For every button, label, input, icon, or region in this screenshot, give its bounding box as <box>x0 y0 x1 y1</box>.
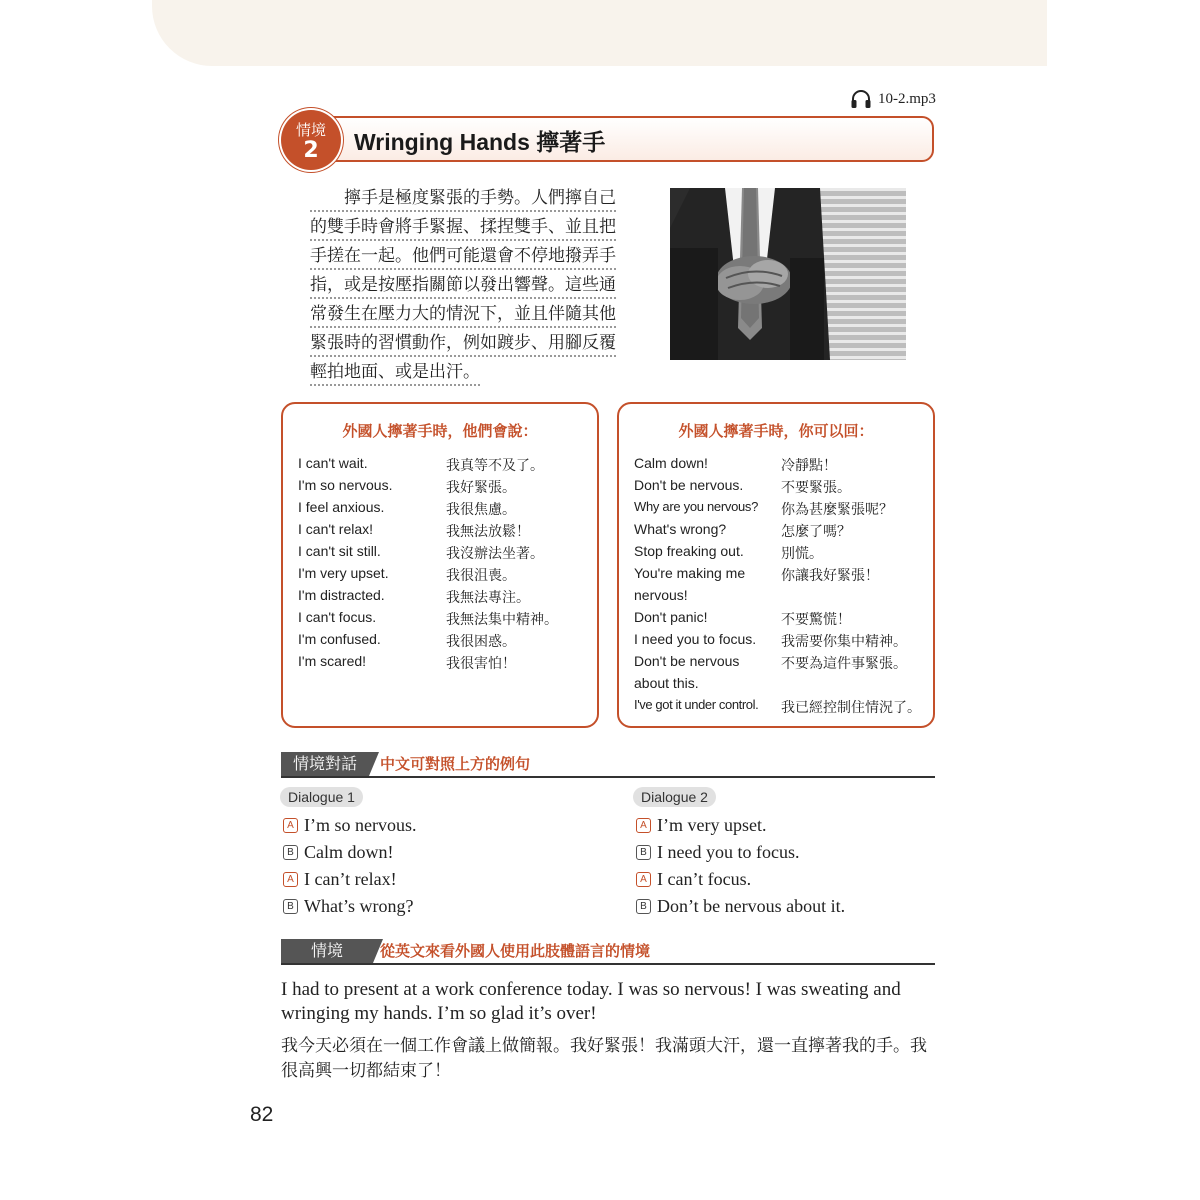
phrase-en: Why are you nervous? <box>634 499 759 514</box>
phrase-en: I'm scared! <box>298 653 367 669</box>
phrase-zh: 我需要你集中精神。 <box>781 634 907 650</box>
section-label: 情境 <box>281 939 373 963</box>
phrase-en: I need you to focus. <box>634 631 757 647</box>
dialogue-line <box>283 869 397 890</box>
speaker-b-icon: B <box>636 899 651 914</box>
badge-number: 2 <box>303 138 319 163</box>
phrase-en: I can't wait. <box>298 455 368 471</box>
dialogue-line <box>283 842 394 863</box>
phrase-zh: 我很困惑。 <box>446 634 516 650</box>
phrase-zh: 我已經控制住情況了。 <box>781 700 921 716</box>
dialogue-text: Calm down! <box>304 842 394 862</box>
phrase-en: I've got it under control. <box>634 697 759 712</box>
intro-line: 指，或是按壓指關節以發出響聲。這些通 <box>310 275 616 299</box>
phrase-zh: 我無法集中精神。 <box>446 612 558 628</box>
phrase-zh: 我很害怕！ <box>446 656 516 672</box>
section-label: 情境對話 <box>281 752 369 776</box>
phrase-en: I'm so nervous. <box>298 477 393 493</box>
phrase-zh: 不要驚慌！ <box>781 612 851 628</box>
page-number: 82 <box>250 1103 274 1126</box>
phrase-en: I'm confused. <box>298 631 381 647</box>
phrase-zh: 我沒辦法坐著。 <box>446 546 544 562</box>
story-english: I had to present at a work conference today. I was so nervous! I was sweating and wringing my hands. I’m so glad it’s over! <box>281 979 901 1024</box>
dialogue-line <box>636 815 766 836</box>
story-chinese: 我今天必須在一個工作會議上做簡報。我好緊張！我滿頭大汗，還一直擰著我的手。我很高興一切都結束了！ <box>281 1036 927 1081</box>
speaker-b-icon: B <box>636 845 651 860</box>
speaker-a-icon: A <box>636 872 651 887</box>
phrase-en: I can't focus. <box>298 609 377 625</box>
dialogue-section-header <box>281 752 935 778</box>
phrase-en: I can't relax! <box>298 521 374 537</box>
dialogue-text: Don’t be nervous about it. <box>657 896 846 916</box>
phrase-zh: 我無法放鬆！ <box>446 524 530 540</box>
speaker-b-icon: B <box>283 899 298 914</box>
phrase-en: Don't panic! <box>634 609 708 625</box>
intro-line: 的雙手時會將手緊握、揉捏雙手、並且把 <box>310 217 616 241</box>
headphones-icon <box>850 89 872 109</box>
dialogue-line <box>636 869 751 890</box>
phrase-zh: 冷靜點！ <box>781 458 837 474</box>
phrase-zh: 我真等不及了。 <box>446 458 544 474</box>
intro-line: 常發生在壓力大的情況下，並且伴隨其他 <box>310 304 616 328</box>
phrase-zh: 我無法專注。 <box>446 590 530 606</box>
speaker-a-icon: A <box>283 818 298 833</box>
section-subtitle: 中文可對照上方的例句 <box>380 755 531 773</box>
audio-track[interactable] <box>850 89 936 109</box>
phrase-en: Don't be nervous. <box>634 477 744 493</box>
scenario-badge <box>281 110 341 170</box>
dialogue-text: I can’t focus. <box>657 869 752 889</box>
box-heading: 外國人擰著手時，你可以回： <box>678 422 874 440</box>
dialogue-text: I’m so nervous. <box>304 815 417 835</box>
speaker-a-icon: A <box>283 872 298 887</box>
phrase-zh: 你讓我好緊張！ <box>781 568 879 584</box>
phrase-zh: 不要為這件事緊張。 <box>781 656 907 672</box>
intro-line: 輕拍地面、或是出汗。 <box>310 362 480 386</box>
phrase-box-you-reply <box>617 402 935 728</box>
section-subtitle: 從英文來看外國人使用此肢體語言的情境 <box>380 942 651 960</box>
dialogue-text: What’s wrong? <box>304 896 414 916</box>
phrase-zh: 別慌。 <box>781 546 823 562</box>
phrase-zh: 我好緊張。 <box>446 480 516 496</box>
intro-line: 手搓在一起。他們可能還會不停地撥弄手 <box>310 246 616 270</box>
phrase-en: I'm distracted. <box>298 587 385 603</box>
phrase-zh: 不要緊張。 <box>781 480 851 496</box>
dialogue-line <box>636 842 799 863</box>
phrase-box-they-say <box>281 402 599 728</box>
badge-label: 情境 <box>295 121 326 139</box>
dialogue-label: Dialogue 2 <box>633 787 716 807</box>
dialogue-line <box>283 815 416 836</box>
dialogue-line <box>636 896 845 917</box>
dialogue-text: I can’t relax! <box>304 869 397 889</box>
phrase-zh: 怎麼了嗎？ <box>781 524 851 540</box>
wringing-hands-photo <box>670 188 906 360</box>
phrase-zh: 你為甚麼緊張呢？ <box>781 502 893 518</box>
phrase-zh: 我很沮喪。 <box>446 568 516 584</box>
intro-paragraph <box>310 184 632 387</box>
phrase-en: What's wrong? <box>634 521 727 537</box>
phrase-zh: 我很焦慮。 <box>446 502 516 518</box>
phrase-en: You're making me <box>634 565 746 581</box>
phrase-en: Don't be nervous <box>634 653 740 669</box>
dialogue-text: I’m very upset. <box>657 815 767 835</box>
intro-line: 擰手是極度緊張的手勢。人們擰自己 <box>310 188 616 212</box>
phrase-en: Calm down! <box>634 455 708 471</box>
speaker-a-icon: A <box>636 818 651 833</box>
intro-line: 緊張時的習慣動作，例如踱步、用腳反覆 <box>310 333 616 357</box>
page-title: Wringing Hands 擰著手 <box>354 129 606 155</box>
top-decorative-band <box>152 0 1047 66</box>
phrase-en: Stop freaking out. <box>634 543 744 559</box>
dialogue-line <box>283 896 413 917</box>
phrase-en: I can't sit still. <box>298 543 381 559</box>
audio-filename: 10-2.mp3 <box>878 90 936 107</box>
phrase-en: about this. <box>634 675 699 691</box>
story-section-header <box>281 939 935 965</box>
phrase-en: I'm very upset. <box>298 565 389 581</box>
phrase-en: I feel anxious. <box>298 499 385 515</box>
dialogue-text: I need you to focus. <box>657 842 800 862</box>
speaker-b-icon: B <box>283 845 298 860</box>
phrase-en: nervous! <box>634 587 688 603</box>
dialogue-label: Dialogue 1 <box>280 787 363 807</box>
box-heading: 外國人擰著手時，他們會說： <box>342 422 538 440</box>
